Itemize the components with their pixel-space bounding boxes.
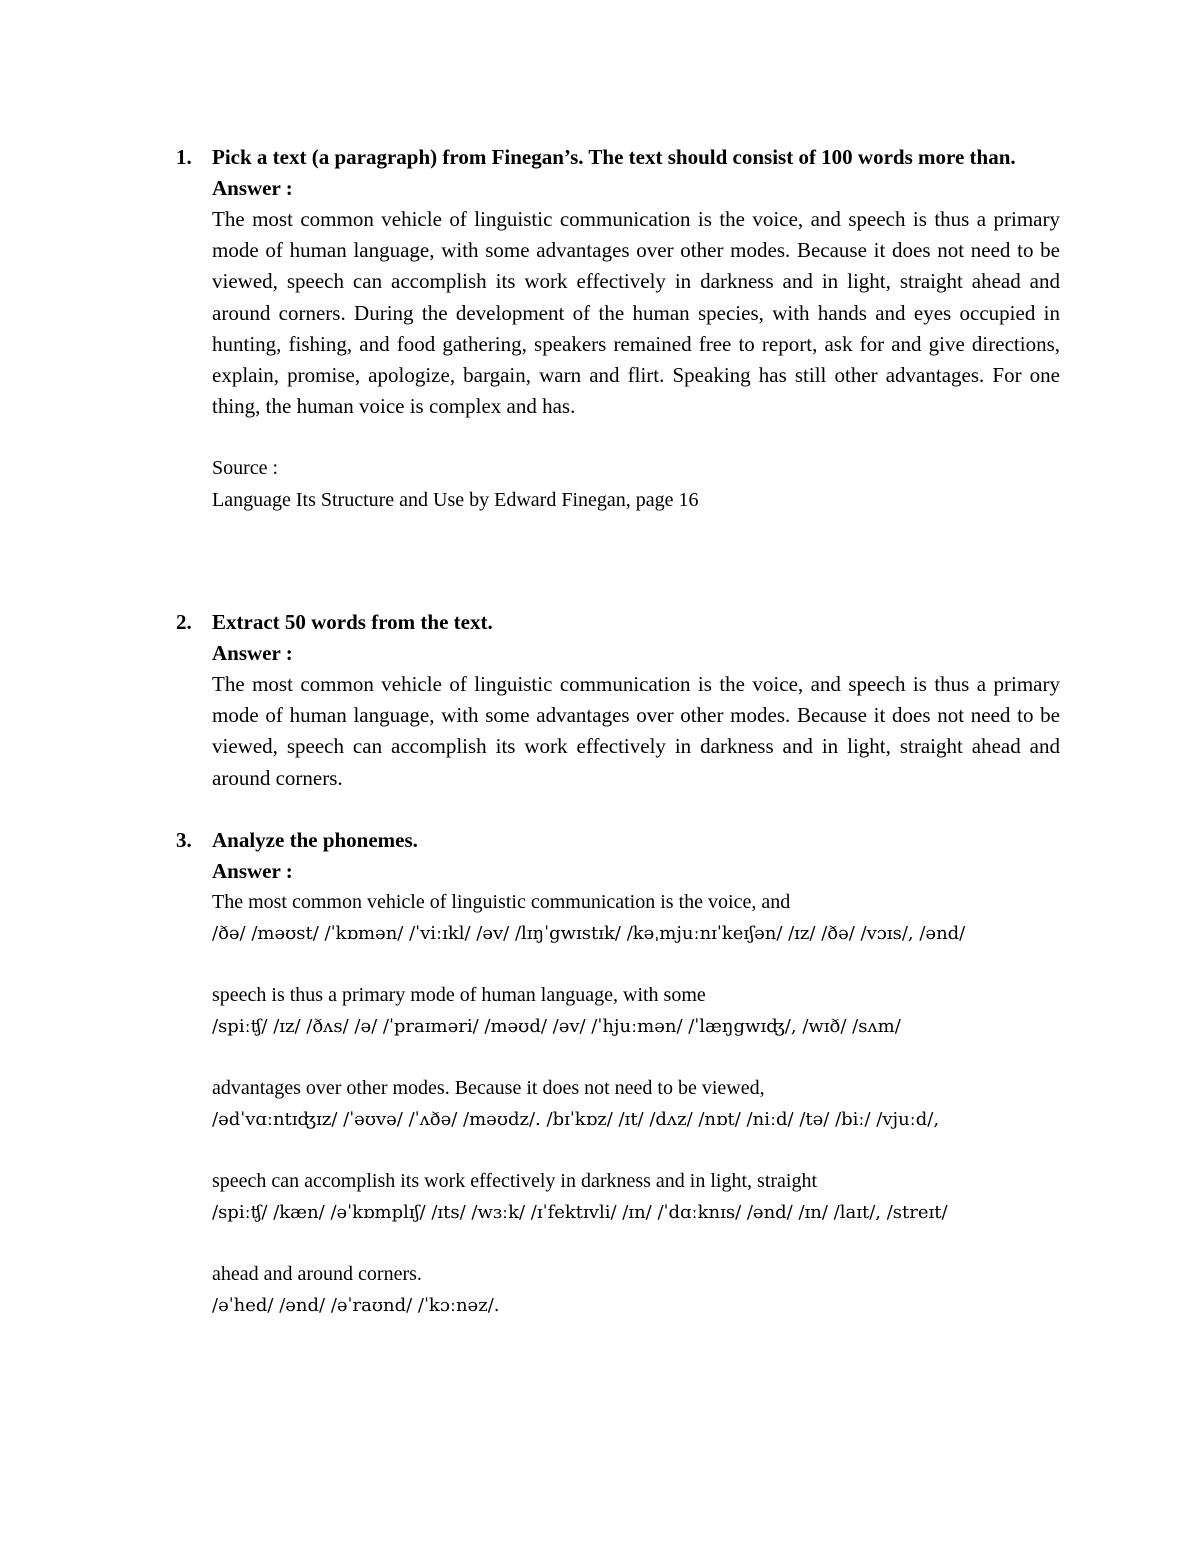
question-text: Pick a text (a paragraph) from Finegan’s. The text should consist of 100 words more than. bbox=[212, 145, 1016, 169]
answer-label: Answer : bbox=[212, 176, 293, 200]
answer-label: Answer : bbox=[212, 859, 293, 883]
question-item-2 bbox=[176, 607, 1066, 794]
phonemic-transcription: /spiːʧ/ /kæn/ /əˈkɒmplɪʃ/ /ɪts/ /wɜːk/ /ɪˈfektɪvli/ /ɪn/ /ˈdɑːknɪs/ /ənd/ /ɪn/ /laɪt/, /streɪt/ bbox=[212, 1202, 948, 1223]
phrase-text: advantages over other modes. Because it does not need to be viewed, bbox=[212, 1077, 765, 1099]
phonemic-transcription: /spiːʧ/ /ɪz/ /ðʌs/ /ə/ /ˈpraɪməri/ /məʊd/ /əv/ /ˈhjuːmən/ /ˈlæŋgwɪʤ/, /wɪð/ /sʌm/ bbox=[212, 1016, 901, 1037]
question-item-1 bbox=[176, 142, 1066, 516]
phonemic-transcription: /ədˈvɑːntɪʤɪz/ /ˈəʊvə/ /ˈʌðə/ /məʊdz/. /bɪˈkɒz/ /ɪt/ /dʌz/ /nɒt/ /niːd/ /tə/ /biː/ /vjuːd/, bbox=[212, 1109, 940, 1130]
phonemic-transcription: /ðə/ /məʊst/ /ˈkɒmən/ /ˈviːɪkl/ /əv/ /lɪŋˈgwɪstɪk/ /kəˌmjuːnɪˈkeɪʃən/ /ɪz/ /ðə/ /vɔɪs/, /ənd/ bbox=[212, 923, 966, 944]
phoneme-pair bbox=[212, 887, 1060, 949]
source-text: Language Its Structure and Use by Edward Finegan, page 16 bbox=[212, 488, 699, 511]
phoneme-pair bbox=[212, 1259, 1060, 1321]
phoneme-pair bbox=[212, 980, 1060, 1042]
source-label: Source : bbox=[212, 457, 279, 480]
phoneme-pair bbox=[212, 1073, 1060, 1135]
question-text: Extract 50 words from the text. bbox=[212, 610, 493, 634]
phonemic-transcription: /əˈhed/ /ənd/ /əˈraʊnd/ /ˈkɔːnəz/. bbox=[212, 1295, 500, 1316]
answer-label: Answer : bbox=[212, 641, 293, 665]
phrase-text: speech is thus a primary mode of human language, with some bbox=[212, 984, 706, 1006]
answer-paragraph: The most common vehicle of linguistic communication is the voice, and speech is thus a primary mode of human language, with some advantages over other modes. Because it does not need to be viewed, speech can accomplish its work effectively in darkness and in light, straight ahead and around corners. During the development of the human species, with hands and eyes occupied in hunting, fishing, and food gathering, speakers remained free to report, ask for and give directions, explain, promise, apologize, bargain, warn and flirt. Speaking has still other advantages. For one thing, the human voice is complex and has. bbox=[212, 207, 1060, 419]
phrase-text: ahead and around corners. bbox=[212, 1263, 422, 1285]
phoneme-pair bbox=[212, 1166, 1060, 1228]
question-item-3 bbox=[176, 825, 1066, 1352]
item-number: 1. bbox=[176, 145, 192, 169]
item-number: 3. bbox=[176, 828, 192, 852]
phrase-text: speech can accomplish its work effectively in darkness and in light, straight bbox=[212, 1170, 818, 1192]
item-number: 2. bbox=[176, 610, 192, 634]
question-text: Analyze the phonemes. bbox=[212, 828, 418, 852]
phrase-text: The most common vehicle of linguistic communication is the voice, and bbox=[212, 891, 791, 913]
answer-paragraph: The most common vehicle of linguistic communication is the voice, and speech is thus a primary mode of human language, with some advantages over other modes. Because it does not need to be viewed, speech can accomplish its work effectively in darkness and in light, straight ahead and around corners. bbox=[212, 672, 1060, 790]
